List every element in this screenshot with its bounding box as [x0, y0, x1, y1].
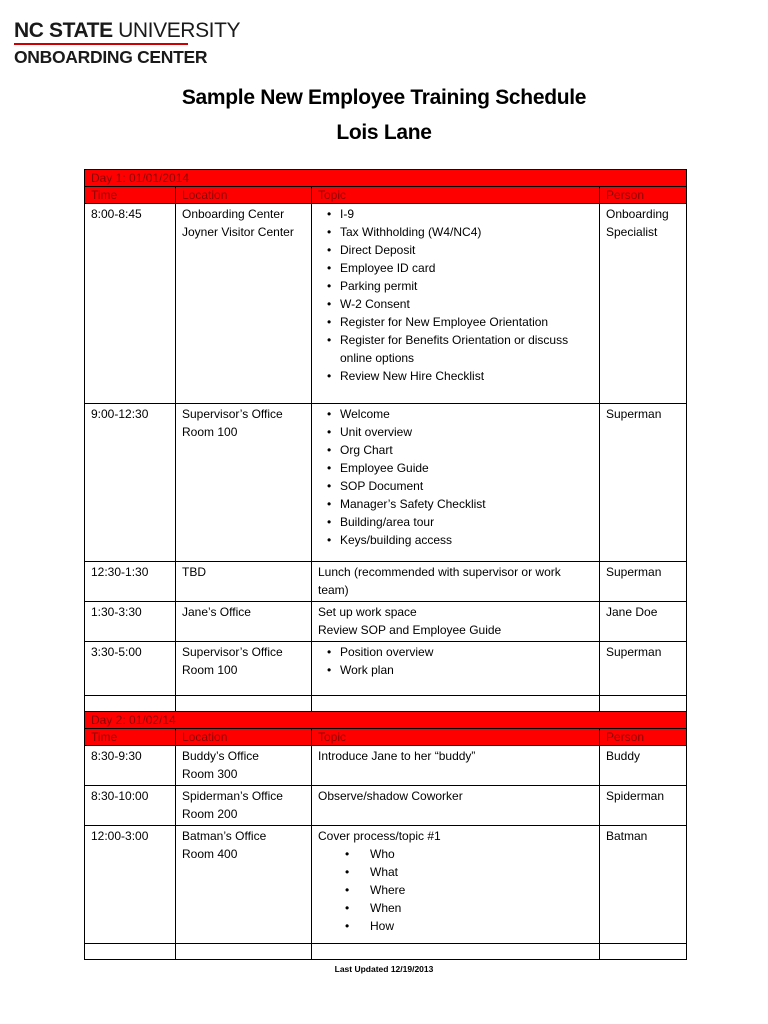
topic-cell — [312, 204, 600, 404]
person-line: Superman — [606, 645, 662, 659]
topic-bullet-item: • Employee Guide — [340, 459, 594, 477]
location-line: Joyner Visitor Center — [182, 225, 294, 239]
person-line: Batman — [606, 829, 648, 843]
topic-line: Introduce Jane to her “buddy” — [318, 749, 476, 763]
location-line: Room 400 — [182, 847, 238, 861]
topic-bullet-item: • Unit overview — [340, 423, 594, 441]
topic-line: Set up work space — [318, 605, 417, 619]
location-line: Jane’s Office — [182, 605, 251, 619]
topic-cell — [312, 642, 600, 696]
topic-line: Lunch (recommended with supervisor or work team) — [318, 565, 561, 597]
day-label: Day 2: 01/02/14 — [85, 712, 687, 729]
location-cell — [176, 404, 312, 562]
topic-cell — [312, 404, 600, 562]
schedule-row — [85, 204, 687, 404]
subtopic-bullet-item: • Where — [370, 881, 594, 899]
person-line: Buddy — [606, 749, 641, 763]
location-cell — [176, 826, 312, 944]
column-header-topic: Topic — [312, 729, 600, 746]
topic-line: Cover process/topic #1 — [318, 829, 441, 843]
subtopic-bullet-list — [318, 845, 594, 935]
topic-bullet-item: • W-2 Consent — [340, 295, 594, 313]
time-cell: 9:00-12:30 — [85, 404, 176, 562]
topic-bullet-item: • Tax Withholding (W4/NC4) — [340, 223, 594, 241]
employee-name: Lois Lane — [336, 121, 432, 144]
subtopic-bullet-item: • How — [370, 917, 594, 935]
topic-bullet-item: • Register for New Employee Orientation — [340, 313, 594, 331]
topic-bullet-item: • I-9 — [340, 205, 594, 223]
time-cell: 8:30-9:30 — [85, 746, 176, 786]
topic-bullet-item: • Parking permit — [340, 277, 594, 295]
blank-cell — [312, 696, 600, 712]
location-line: Batman’s Office — [182, 829, 267, 843]
person-line: Superman — [606, 565, 662, 579]
blank-cell — [312, 944, 600, 960]
topic-bullet-list — [318, 405, 594, 549]
schedule-row — [85, 404, 687, 562]
topic-cell — [312, 602, 600, 642]
logo-university-name: NC STATE UNIVERSITY — [14, 19, 241, 42]
person-cell — [600, 602, 687, 642]
logo-divider — [14, 43, 188, 45]
location-line: TBD — [182, 565, 206, 579]
blank-cell — [600, 944, 687, 960]
person-line: Jane Doe — [606, 605, 658, 619]
location-line: Room 100 — [182, 425, 238, 439]
topic-bullet-list — [318, 205, 594, 385]
person-line: Onboarding — [606, 207, 669, 221]
day-label: Day 1: 01/01/2014 — [85, 170, 687, 187]
schedule-row — [85, 826, 687, 944]
location-cell — [176, 786, 312, 826]
time-cell: 1:30-3:30 — [85, 602, 176, 642]
column-header-row — [85, 729, 687, 746]
topic-cell — [312, 786, 600, 826]
nc-state-logo — [14, 20, 240, 67]
topic-bullet-item: • Work plan — [340, 661, 594, 679]
person-cell — [600, 826, 687, 944]
column-header-person: Person — [600, 729, 687, 746]
location-line: Room 300 — [182, 767, 238, 781]
topic-line: Review SOP and Employee Guide — [318, 623, 502, 637]
topic-bullet-item: • Building/area tour — [340, 513, 594, 531]
person-line: Specialist — [606, 225, 658, 239]
person-cell — [600, 786, 687, 826]
person-cell — [600, 562, 687, 602]
topic-bullet-item: • Keys/building access — [340, 531, 594, 549]
location-line: Room 200 — [182, 807, 238, 821]
blank-cell — [85, 944, 176, 960]
location-line: Buddy’s Office — [182, 749, 259, 763]
page-title: Sample New Employee Training Schedule — [181, 86, 587, 109]
subtopic-bullet-item: • When — [370, 899, 594, 917]
topic-cell — [312, 562, 600, 602]
topic-bullet-item: • Welcome — [340, 405, 594, 423]
time-cell: 12:30-1:30 — [85, 562, 176, 602]
schedule-row — [85, 642, 687, 696]
blank-row — [85, 696, 687, 712]
day-header-row — [85, 712, 687, 729]
topic-bullet-list — [318, 643, 594, 679]
topic-bullet-item: • Register for Benefits Orientation or discuss online options — [340, 331, 594, 367]
blank-cell — [176, 696, 312, 712]
schedule-row — [85, 746, 687, 786]
person-cell — [600, 204, 687, 404]
topic-bullet-item: • SOP Document — [340, 477, 594, 495]
location-cell — [176, 562, 312, 602]
topic-bullet-item: • Org Chart — [340, 441, 594, 459]
day-header-row — [85, 170, 687, 187]
location-cell — [176, 746, 312, 786]
blank-cell — [600, 696, 687, 712]
topic-line: Observe/shadow Coworker — [318, 789, 463, 803]
blank-row — [85, 944, 687, 960]
time-cell: 3:30-5:00 — [85, 642, 176, 696]
topic-cell — [312, 746, 600, 786]
schedule-row — [85, 562, 687, 602]
location-line: Supervisor’s Office — [182, 407, 283, 421]
last-updated: Last Updated 12/19/2013 — [334, 964, 434, 974]
time-cell: 12:00-3:00 — [85, 826, 176, 944]
person-line: Superman — [606, 407, 662, 421]
column-header-topic: Topic — [312, 187, 600, 204]
location-cell — [176, 642, 312, 696]
person-cell — [600, 642, 687, 696]
schedule-row — [85, 602, 687, 642]
column-header-time: Time — [85, 187, 176, 204]
time-cell: 8:30-10:00 — [85, 786, 176, 826]
topic-bullet-item: • Review New Hire Checklist — [340, 367, 594, 385]
column-header-location: Location — [176, 729, 312, 746]
blank-cell — [85, 696, 176, 712]
location-line: Room 100 — [182, 663, 238, 677]
person-line: Spiderman — [606, 789, 665, 803]
column-header-row — [85, 187, 687, 204]
location-line: Onboarding Center — [182, 207, 285, 221]
topic-bullet-item: • Direct Deposit — [340, 241, 594, 259]
training-schedule-table — [84, 169, 687, 960]
topic-bullet-item: • Employee ID card — [340, 259, 594, 277]
column-header-person: Person — [600, 187, 687, 204]
topic-cell — [312, 826, 600, 944]
subtopic-bullet-item: • What — [370, 863, 594, 881]
location-line: Spiderman’s Office — [182, 789, 283, 803]
location-cell — [176, 204, 312, 404]
location-cell — [176, 602, 312, 642]
location-line: Supervisor’s Office — [182, 645, 283, 659]
person-cell — [600, 746, 687, 786]
person-cell — [600, 404, 687, 562]
blank-cell — [176, 944, 312, 960]
schedule-row — [85, 786, 687, 826]
topic-bullet-item: • Position overview — [340, 643, 594, 661]
time-cell: 8:00-8:45 — [85, 204, 176, 404]
column-header-time: Time — [85, 729, 176, 746]
column-header-location: Location — [176, 187, 312, 204]
topic-bullet-item: • Manager’s Safety Checklist — [340, 495, 594, 513]
logo-onboarding-center: ONBOARDING CENTER — [14, 47, 208, 67]
subtopic-bullet-item: • Who — [370, 845, 594, 863]
